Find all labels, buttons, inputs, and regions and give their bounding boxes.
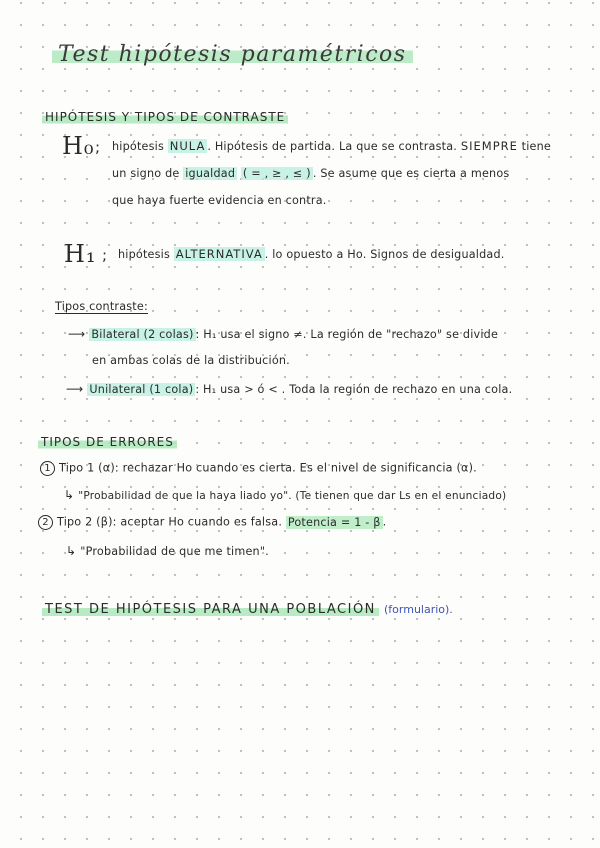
arrow-return-icon: ↳ bbox=[66, 544, 77, 558]
bilateral-label: Bilateral (2 colas) bbox=[91, 328, 194, 341]
h1-alternativa-label: ALTERNATIVA bbox=[175, 247, 263, 261]
arrow-right-icon: ⟶ bbox=[68, 327, 86, 341]
h0-symbol: H₀ bbox=[62, 132, 95, 160]
tipo2-sub bbox=[66, 544, 269, 558]
tipo1-sub-text: "Probabilidad de que la haya liado yo". (Te tienen que dar Ls en el enunciado) bbox=[78, 490, 507, 502]
bilateral-text: : H₁ usa el signo ≠. La región de "rechazo" se divide bbox=[195, 328, 499, 341]
section-heading-test-poblacion: TEST DE HIPÓTESIS PARA UNA POBLACIÓN bbox=[42, 602, 379, 617]
h1-separator: ; bbox=[102, 246, 108, 264]
h0-equality-signs: ( = , ≥ , ≤ ) bbox=[242, 167, 311, 180]
tipo1-sub bbox=[64, 488, 506, 502]
unilateral-text: : H₁ usa > ó < . Toda la región de rechazo en una cola. bbox=[195, 383, 513, 396]
h1-symbol: H₁ bbox=[64, 240, 97, 268]
h0-line2-pre: un signo de bbox=[112, 167, 180, 180]
h0-line1-end: tiene bbox=[521, 140, 552, 153]
tipo2-end: . bbox=[382, 515, 387, 529]
h1-line bbox=[118, 247, 505, 261]
page-title: Test hipótesis paramétricos bbox=[52, 42, 413, 67]
h0-line1-pre: hipótesis bbox=[112, 140, 164, 153]
h0-siempre-label: SIEMPRE bbox=[460, 139, 518, 153]
section3-line bbox=[42, 598, 453, 617]
tipo2-text: Tipo 2 (β): aceptar Ho cuando es falsa. bbox=[57, 515, 283, 529]
section-heading-hipotesis: HIPÓTESIS Y TIPOS DE CONTRASTE bbox=[42, 110, 288, 124]
h0-line3: que haya fuerte evidencia en contra. bbox=[112, 194, 327, 207]
tipo1-line bbox=[40, 461, 477, 476]
bilateral-line bbox=[68, 327, 498, 341]
h0-separator: ; bbox=[95, 138, 101, 156]
circled-number-1: 1 bbox=[40, 461, 55, 476]
tipos-contraste-heading: Tipos contraste: bbox=[55, 300, 148, 313]
h0-line2 bbox=[112, 167, 509, 180]
section-heading-errores: TIPOS DE ERRORES bbox=[38, 435, 177, 449]
tipo2-line bbox=[38, 515, 386, 530]
unilateral-label: Unilateral (1 cola) bbox=[89, 383, 194, 396]
h0-line1 bbox=[112, 139, 551, 153]
unilateral-line bbox=[66, 382, 512, 396]
arrow-right-icon: ⟶ bbox=[66, 382, 84, 396]
bilateral-line2: en ambas colas de la distribución. bbox=[92, 354, 290, 367]
arrow-return-icon: ↳ bbox=[64, 488, 75, 502]
h0-line1-mid: . Hipótesis de partida. La que se contrasta. bbox=[207, 140, 458, 153]
h1-post: . lo opuesto a Ho. Signos de desigualdad. bbox=[264, 248, 505, 261]
potencia-formula: Potencia = 1 - β bbox=[287, 515, 381, 529]
circled-number-2: 2 bbox=[38, 515, 53, 530]
h1-pre: hipótesis bbox=[118, 248, 170, 261]
tipo1-text: Tipo 1 (α): rechazar Ho cuando es cierta. Es el nivel de significancia (α). bbox=[59, 461, 477, 475]
h0-line2-post: . Se asume que es cierta a menos bbox=[312, 167, 510, 180]
tipo2-sub-text: "Probabilidad de que me timen". bbox=[80, 545, 269, 558]
h0-igualdad: igualdad bbox=[185, 167, 236, 180]
formulario-note: (formulario). bbox=[384, 603, 453, 616]
h0-nula-label: NULA bbox=[169, 139, 206, 153]
